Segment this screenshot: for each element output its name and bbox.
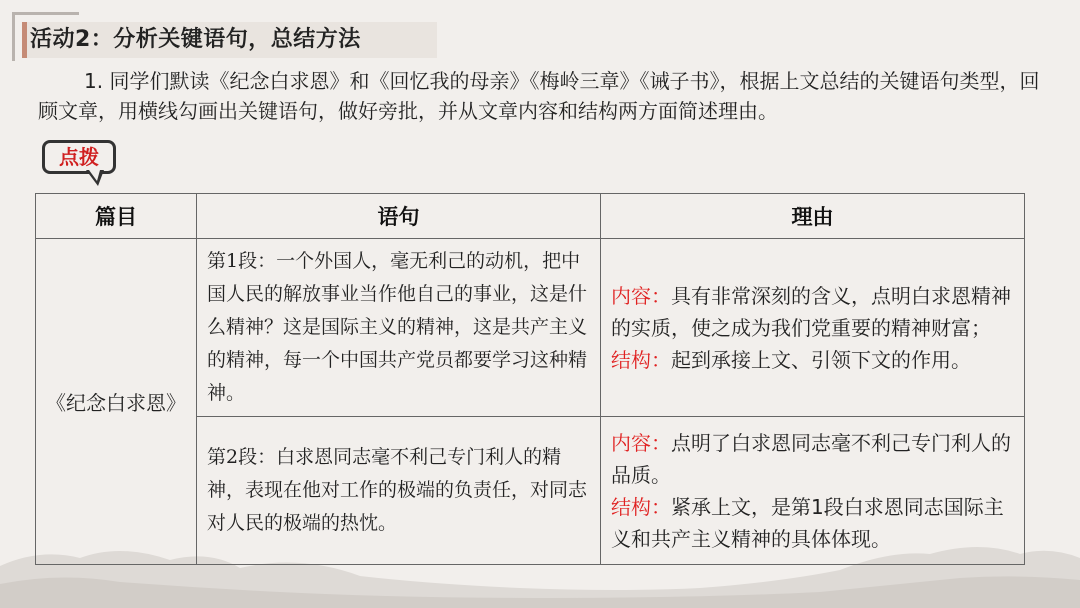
header-article: 篇目 [36, 194, 197, 239]
analysis-table [35, 193, 1025, 565]
structure-text: 紧承上文，是第1段白求恩同志国际主义和共产主义精神的具体体现。 [611, 494, 1004, 551]
structure-label: 结构： [611, 494, 671, 519]
sentence-cell: 第1段：一个外国人，毫无利己的动机，把中国人民的解放事业当作他自己的事业，这是什么精神？这是国际主义的精神，这是共产主义的精神，每一个中国共产党员都要学习这种精神。 [197, 239, 601, 417]
badge-tail-inner [89, 170, 100, 181]
content-text: 具有非常深刻的含义，点明白求恩精神的实质，使之成为我们党重要的精神财富； [611, 283, 1011, 340]
intro-paragraph: 1. 同学们默读《纪念白求恩》和《回忆我的母亲》《梅岭三章》《诫子书》，根据上文总结的关键语句类型，回顾文章，用横线勾画出关键语句，做好旁批，并从文章内容和结构两方面简述理由。 [38, 69, 1040, 123]
page-title: 活动2：分析关键语句，总结方法 [30, 27, 361, 52]
hint-badge: 点拨 [42, 140, 116, 174]
content-label: 内容： [611, 283, 671, 308]
header-sentence: 语句 [197, 194, 601, 239]
sentence-cell: 第2段：白求恩同志毫不利己专门利人的精神，表现在他对工作的极端的负责任，对同志对人民的极端的热忱。 [197, 417, 601, 565]
structure-text: 起到承接上文、引领下文的作用。 [671, 347, 971, 372]
content-label: 内容： [611, 430, 671, 455]
content-text: 点明了白求恩同志毫不利己专门利人的品质。 [611, 430, 1011, 487]
table-row [36, 239, 1025, 417]
reason-cell [601, 417, 1025, 565]
structure-label: 结构： [611, 347, 671, 372]
table-header-row [36, 194, 1025, 239]
reason-cell [601, 239, 1025, 417]
header-reason: 理由 [601, 194, 1025, 239]
article-title: 《纪念白求恩》 [36, 239, 197, 565]
